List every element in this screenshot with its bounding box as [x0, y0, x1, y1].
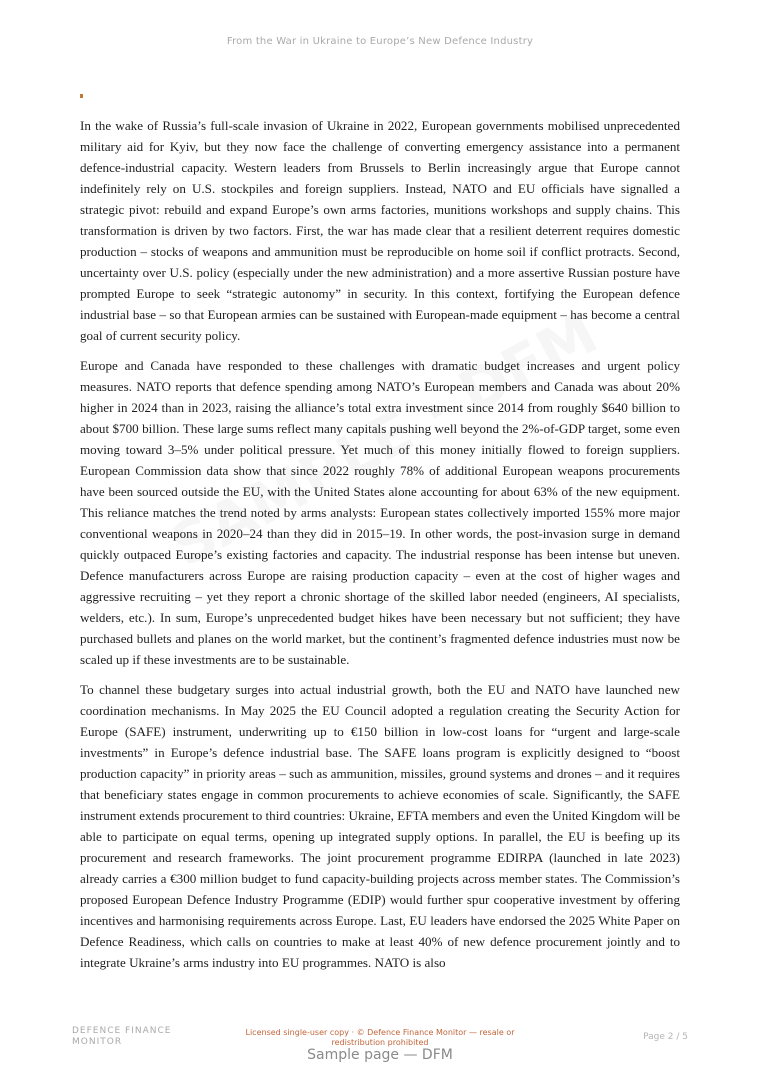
footer-brand	[72, 1026, 202, 1047]
page-number: Page 2 / 5	[643, 1032, 688, 1042]
footer-brand-line: DEFENCE FINANCE	[72, 1026, 172, 1036]
paragraph: In the wake of Russia’s full-scale invasion of Ukraine in 2022, European governments mobilised unprecedented military aid for Kyiv, but they now face the challenge of converting emergency assistance into a permanent defence-industrial capacity. Western leaders from Brussels to Berlin increasingly argue that Europe cannot indefinitely rely on U.S. stockpiles and foreign suppliers. Instead, NATO and EU officials have signalled a strategic pivot: rebuild and expand Europe’s own arms factories, munitions workshops and supply chains. This transformation is driven by two factors. First, the war has made clear that a resilient deterrent requires domestic production – stocks of weapons and ammunition must be reproducible on home soil if conflict protracts. Second, uncertainty over U.S. policy (especially under the new administration) and a more assertive Russian posture have prompted Europe to seek “strategic autonomy” in security. In this context, fortifying the European defence industrial base – so that European armies can be sustained with European-made equipment – has become a central goal of current security policy.	[80, 118, 680, 343]
sample-label: Sample page — DFM	[307, 1047, 453, 1063]
running-header: From the War in Ukraine to Europe’s New Defence Industry	[226, 36, 534, 47]
paragraph: To channel these budgetary surges into actual industrial growth, both the EU and NATO have launched new coordination mechanisms. In May 2025 the EU Council adopted a regulation creating the Security Action for Europe (SAFE) instrument, underwriting up to €150 billion in low-cost loans for “urgent and large-scale investments” in Europe’s defence industrial base. The SAFE loans program is explicitly designed to “boost production capacity” in priority areas – such as ammunition, missiles, ground systems and drones – and it requires that beneficiary states engage in common procurements to achieve economies of scale. Significantly, the SAFE instrument extends procurement to third countries: Ukraine, EFTA members and even the United Kingdom will be able to participate on equal terms, opening up integrated supply options. In parallel, the EU is beefing up its procurement and research frameworks. The joint procurement programme EDIRPA (launched in late 2023) already carries a €300 million budget to fund capacity-building projects across member states. The Commission’s proposed European Defence Industry Programme (EDIP) would further spur cooperative investment by offering incentives and harmonising requirements across Europe. Last, EU leaders have endorsed the 2025 White Paper on Defence Readiness, which calls on countries to make at least 40% of new defence procurement jointly and to integrate Ukraine’s arms industry into EU programmes. NATO is also	[80, 682, 680, 970]
article-body	[80, 115, 680, 982]
license-notice: Licensed single-user copy · © Defence Finance Monitor — resale or redistribution prohibited	[245, 1028, 515, 1047]
accent-mark	[80, 94, 83, 98]
footer-brand-line: MONITOR	[72, 1036, 123, 1047]
paragraph: Europe and Canada have responded to these challenges with dramatic budget increases and urgent policy measures. NATO reports that defence spending among NATO’s European members and Canada was about 20% higher in 2024 than in 2023, raising the alliance’s total extra investment since 2014 from roughly $640 billion to about $700 billion. These large sums reflect many capitals pushing well beyond the 2%-of-GDP target, some even moving toward 3–5% under political pressure. Yet much of this money initially flowed to foreign suppliers. European Commission data show that since 2022 roughly 78% of additional European weapons procurements have been sourced outside the EU, with the United States alone accounting for about 63% of the new equipment. This reliance matches the trend noted by arms analysts: European states collectively imported 155% more major conventional weapons in 2020–24 than they did in 2015–19. In other words, the post-invasion surge in demand quickly outpaced Europe’s existing factories and capacity. The industrial response has been intense but uneven. Defence manufacturers across Europe are raising production capacity – even at the cost of higher wages and aggressive recruiting – yet they report a chronic shortage of the skilled labor needed (engineers, AI specialists, welders, etc.). In sum, Europe’s unprecedented budget hikes have been necessary but not sufficient; they have purchased bullets and planes on the world market, but the continent’s fragmented defence industries must now be scaled up if these investments are to be sustainable.	[80, 358, 680, 667]
